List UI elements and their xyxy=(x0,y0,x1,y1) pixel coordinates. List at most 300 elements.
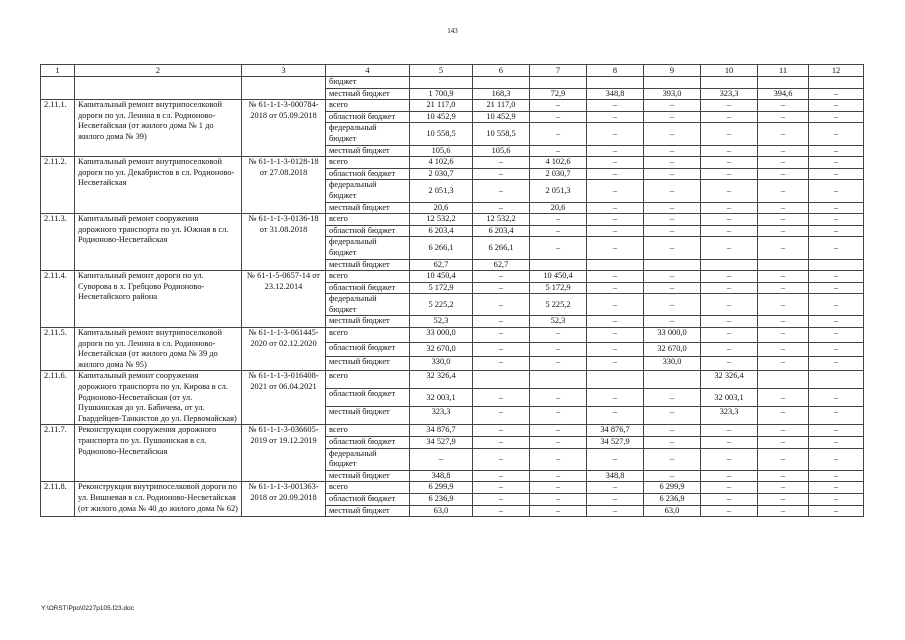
column-number-row xyxy=(41,65,864,77)
budget-table xyxy=(40,64,864,517)
value-cell: 52,3 xyxy=(410,316,473,328)
value-cell: 32 670,0 xyxy=(410,342,473,356)
funding-source-cell: местный бюджет xyxy=(326,407,410,425)
value-cell xyxy=(587,77,644,89)
value-cell: – xyxy=(644,237,701,259)
value-cell: – xyxy=(587,328,644,342)
value-cell: – xyxy=(809,482,864,494)
value-cell: – xyxy=(809,88,864,100)
value-cell: – xyxy=(587,493,644,505)
value-cell: – xyxy=(758,282,809,294)
value-cell: 34 527,9 xyxy=(410,437,473,449)
value-cell: – xyxy=(701,425,758,437)
value-cell: – xyxy=(644,225,701,237)
funding-source-cell: местный бюджет xyxy=(326,470,410,482)
column-header: 5 xyxy=(410,65,473,77)
item-name-cell: Капитальный ремонт сооружения дорожного транспорта по ул. Кирова в сл. Родионово-Несветайская (от ул. Пушкинская до ул. Бабичева, от ул. Гвардейцев-Танкистов до ул. Первомайская) xyxy=(75,371,242,425)
value-cell: – xyxy=(758,448,809,470)
value-cell: – xyxy=(530,356,587,370)
value-cell: – xyxy=(473,448,530,470)
value-cell: 348,8 xyxy=(587,88,644,100)
value-cell: – xyxy=(809,505,864,517)
value-cell: 105,6 xyxy=(410,145,473,157)
item-number-cell: 2.11.8. xyxy=(41,482,75,517)
funding-source-cell: местный бюджет xyxy=(326,88,410,100)
value-cell: – xyxy=(644,407,701,425)
value-cell: – xyxy=(809,493,864,505)
item-name-cell: Реконструкция сооружения дорожного транспорта по ул. Пушкинская в сл. Родионово-Несветайская xyxy=(75,425,242,482)
empty-cell xyxy=(75,77,242,100)
value-cell: 21 117,0 xyxy=(473,100,530,112)
value-cell: 323,3 xyxy=(701,88,758,100)
value-cell: 6 299,9 xyxy=(644,482,701,494)
funding-source-cell: всего xyxy=(326,214,410,226)
value-cell: – xyxy=(644,145,701,157)
value-cell: 105,6 xyxy=(473,145,530,157)
value-cell: – xyxy=(701,168,758,180)
table-row xyxy=(41,100,864,112)
empty-cell xyxy=(41,77,75,100)
value-cell xyxy=(473,77,530,89)
value-cell: 330,0 xyxy=(644,356,701,370)
value-cell: – xyxy=(587,389,644,407)
value-cell: 32 326,4 xyxy=(410,371,473,389)
funding-source-cell: местный бюджет xyxy=(326,259,410,271)
value-cell: 2 030,7 xyxy=(410,168,473,180)
value-cell: 323,3 xyxy=(701,407,758,425)
item-name-cell: Капитальный ремонт внутрипоселковой дороги по ул. Декабристов в сл. Родионово-Несветайская xyxy=(75,157,242,214)
value-cell: – xyxy=(587,168,644,180)
item-number-cell: 2.11.7. xyxy=(41,425,75,482)
column-header: 10 xyxy=(701,65,758,77)
value-cell: – xyxy=(809,225,864,237)
value-cell: – xyxy=(587,237,644,259)
value-cell xyxy=(701,77,758,89)
file-path-footer: Y:\ORST\Ppo\0227p105.f23.doc xyxy=(41,605,134,612)
value-cell: 6 236,9 xyxy=(644,493,701,505)
value-cell: – xyxy=(758,407,809,425)
document-number-cell: № 61-1-1-3-000784-2018 от 05.09.2018 xyxy=(242,100,326,157)
value-cell: 4 102,6 xyxy=(410,157,473,169)
funding-source-cell: федеральный бюджет xyxy=(326,294,410,316)
value-cell: – xyxy=(809,470,864,482)
value-cell xyxy=(809,371,864,389)
value-cell: – xyxy=(809,316,864,328)
column-header: 1 xyxy=(41,65,75,77)
value-cell xyxy=(809,259,864,271)
value-cell: – xyxy=(701,328,758,342)
value-cell xyxy=(530,371,587,389)
value-cell xyxy=(644,77,701,89)
value-cell: – xyxy=(530,425,587,437)
value-cell: 32 003,1 xyxy=(701,389,758,407)
value-cell: – xyxy=(701,214,758,226)
value-cell: – xyxy=(530,470,587,482)
value-cell: – xyxy=(809,214,864,226)
value-cell: 6 203,4 xyxy=(473,225,530,237)
value-cell: 52,3 xyxy=(530,316,587,328)
value-cell: 63,0 xyxy=(410,505,473,517)
table-row xyxy=(41,271,864,283)
value-cell: 33 000,0 xyxy=(410,328,473,342)
column-header: 12 xyxy=(809,65,864,77)
value-cell: – xyxy=(530,123,587,145)
value-cell: – xyxy=(701,448,758,470)
value-cell: – xyxy=(701,225,758,237)
value-cell: – xyxy=(758,271,809,283)
funding-source-cell: местный бюджет xyxy=(326,505,410,517)
funding-source-cell: всего xyxy=(326,425,410,437)
value-cell xyxy=(758,77,809,89)
value-cell: 6 266,1 xyxy=(410,237,473,259)
value-cell: – xyxy=(473,271,530,283)
value-cell: – xyxy=(758,342,809,356)
value-cell: – xyxy=(701,316,758,328)
funding-source-cell: федеральный бюджет xyxy=(326,237,410,259)
value-cell: – xyxy=(473,389,530,407)
value-cell: – xyxy=(809,111,864,123)
funding-source-cell: всего xyxy=(326,328,410,342)
value-cell: – xyxy=(530,389,587,407)
value-cell: – xyxy=(758,356,809,370)
value-cell: – xyxy=(587,225,644,237)
value-cell: – xyxy=(587,342,644,356)
value-cell: – xyxy=(530,505,587,517)
funding-source-cell: всего xyxy=(326,371,410,389)
value-cell: – xyxy=(758,425,809,437)
table-body xyxy=(41,65,864,517)
value-cell: – xyxy=(701,271,758,283)
value-cell: – xyxy=(644,157,701,169)
value-cell: – xyxy=(701,157,758,169)
value-cell: – xyxy=(809,157,864,169)
value-cell: – xyxy=(758,294,809,316)
value-cell: 62,7 xyxy=(473,259,530,271)
value-cell: – xyxy=(701,180,758,202)
column-header: 6 xyxy=(473,65,530,77)
value-cell: 12 532,2 xyxy=(410,214,473,226)
value-cell: – xyxy=(758,389,809,407)
item-number-cell: 2.11.4. xyxy=(41,271,75,328)
value-cell: – xyxy=(644,271,701,283)
value-cell: – xyxy=(809,180,864,202)
item-name-cell: Капитальный ремонт сооружения дорожного транспорта по ул. Южная в сл. Родионово-Несветайская xyxy=(75,214,242,271)
value-cell xyxy=(587,259,644,271)
value-cell: 34 527,9 xyxy=(587,437,644,449)
value-cell: – xyxy=(758,328,809,342)
value-cell: – xyxy=(758,225,809,237)
value-cell: – xyxy=(701,482,758,494)
page-number: 143 xyxy=(447,27,458,35)
item-name-cell: Капитальный ремонт внутрипоселковой дороги по ул. Ленина в сл. Родионово-Несветайская (от жилого дома № 1 до жилого дома № 39) xyxy=(75,100,242,157)
value-cell: – xyxy=(809,437,864,449)
funding-source-cell: всего xyxy=(326,157,410,169)
funding-source-cell: федеральный бюджет xyxy=(326,180,410,202)
value-cell: – xyxy=(809,145,864,157)
value-cell: – xyxy=(758,470,809,482)
value-cell: – xyxy=(530,237,587,259)
funding-source-cell: местный бюджет xyxy=(326,356,410,370)
value-cell: 1 700,9 xyxy=(410,88,473,100)
document-number-cell: № 61-1-5-0657-14 от 23.12.2014 xyxy=(242,271,326,328)
value-cell: – xyxy=(701,470,758,482)
value-cell: 33 000,0 xyxy=(644,328,701,342)
value-cell: – xyxy=(530,225,587,237)
table-row xyxy=(41,371,864,389)
item-number-cell: 2.11.6. xyxy=(41,371,75,425)
column-header: 7 xyxy=(530,65,587,77)
value-cell: – xyxy=(701,294,758,316)
value-cell xyxy=(644,259,701,271)
value-cell: – xyxy=(587,123,644,145)
value-cell: – xyxy=(758,180,809,202)
value-cell: – xyxy=(758,437,809,449)
value-cell: – xyxy=(530,100,587,112)
value-cell: 394,6 xyxy=(758,88,809,100)
empty-cell xyxy=(242,77,326,100)
value-cell: – xyxy=(530,482,587,494)
value-cell: – xyxy=(587,407,644,425)
value-cell: – xyxy=(473,180,530,202)
value-cell: 6 299,9 xyxy=(410,482,473,494)
value-cell: – xyxy=(758,214,809,226)
value-cell: 348,8 xyxy=(587,470,644,482)
table-row xyxy=(41,214,864,226)
value-cell: – xyxy=(473,342,530,356)
column-header: 8 xyxy=(587,65,644,77)
value-cell: – xyxy=(587,145,644,157)
value-cell: – xyxy=(587,294,644,316)
value-cell: – xyxy=(587,356,644,370)
value-cell: – xyxy=(587,448,644,470)
value-cell: 10 450,4 xyxy=(530,271,587,283)
value-cell: – xyxy=(530,407,587,425)
value-cell: – xyxy=(473,294,530,316)
value-cell: – xyxy=(644,448,701,470)
value-cell: – xyxy=(587,214,644,226)
funding-source-cell: областной бюджет xyxy=(326,493,410,505)
column-header: 9 xyxy=(644,65,701,77)
value-cell: 2 030,7 xyxy=(530,168,587,180)
value-cell xyxy=(530,259,587,271)
item-number-cell: 2.11.5. xyxy=(41,328,75,371)
value-cell: – xyxy=(587,271,644,283)
funding-source-cell: областной бюджет xyxy=(326,111,410,123)
value-cell: – xyxy=(473,282,530,294)
value-cell: – xyxy=(530,448,587,470)
column-header: 2 xyxy=(75,65,242,77)
value-cell: – xyxy=(587,180,644,202)
value-cell: – xyxy=(701,493,758,505)
value-cell: – xyxy=(809,425,864,437)
value-cell: – xyxy=(587,157,644,169)
value-cell: – xyxy=(701,356,758,370)
value-cell xyxy=(410,77,473,89)
value-cell: 62,7 xyxy=(410,259,473,271)
funding-source-cell: бюджет xyxy=(326,77,410,89)
funding-source-cell: областной бюджет xyxy=(326,168,410,180)
value-cell: – xyxy=(809,407,864,425)
document-number-cell: № 61-1-1-3-0128-18 от 27.08.2018 xyxy=(242,157,326,214)
value-cell: 34 876,7 xyxy=(410,425,473,437)
value-cell xyxy=(701,259,758,271)
value-cell: – xyxy=(701,123,758,145)
item-name-cell: Реконструкция внутрипоселковой дороги по ул. Вишневая в сл. Родионово-Несветайская (от жилого дома № 40 до жилого дома № 62) xyxy=(75,482,242,517)
value-cell: – xyxy=(644,111,701,123)
funding-source-cell: местный бюджет xyxy=(326,202,410,214)
value-cell: – xyxy=(701,111,758,123)
value-cell: – xyxy=(473,202,530,214)
value-cell: – xyxy=(701,237,758,259)
value-cell: – xyxy=(473,316,530,328)
value-cell: 168,3 xyxy=(473,88,530,100)
value-cell xyxy=(587,371,644,389)
value-cell: 32 003,1 xyxy=(410,389,473,407)
column-header: 4 xyxy=(326,65,410,77)
value-cell: – xyxy=(758,100,809,112)
value-cell: – xyxy=(410,448,473,470)
value-cell: – xyxy=(473,482,530,494)
funding-source-cell: всего xyxy=(326,271,410,283)
value-cell: – xyxy=(701,202,758,214)
value-cell: – xyxy=(758,168,809,180)
value-cell: – xyxy=(758,493,809,505)
value-cell: – xyxy=(530,214,587,226)
value-cell: 32 326,4 xyxy=(701,371,758,389)
value-cell xyxy=(758,259,809,271)
table-row xyxy=(41,328,864,342)
value-cell: – xyxy=(473,493,530,505)
funding-source-cell: федеральный бюджет xyxy=(326,123,410,145)
value-cell: – xyxy=(809,202,864,214)
document-number-cell: № 61-1-1-3-061445-2020 от 02.12.2020 xyxy=(242,328,326,371)
value-cell: – xyxy=(587,282,644,294)
value-cell: – xyxy=(758,505,809,517)
document-number-cell: № 61-1-1-3-001363-2018 от 20.09.2018 xyxy=(242,482,326,517)
value-cell: – xyxy=(644,470,701,482)
value-cell: 10 450,4 xyxy=(410,271,473,283)
value-cell: – xyxy=(473,437,530,449)
funding-source-cell: местный бюджет xyxy=(326,145,410,157)
value-cell: – xyxy=(809,328,864,342)
value-cell: – xyxy=(530,437,587,449)
value-cell xyxy=(809,77,864,89)
value-cell: 393,0 xyxy=(644,88,701,100)
value-cell: – xyxy=(701,282,758,294)
value-cell: 2 051,3 xyxy=(530,180,587,202)
value-cell: 330,0 xyxy=(410,356,473,370)
value-cell: – xyxy=(644,425,701,437)
column-header: 3 xyxy=(242,65,326,77)
value-cell: – xyxy=(644,123,701,145)
value-cell: 5 225,2 xyxy=(530,294,587,316)
value-cell: 20,6 xyxy=(530,202,587,214)
value-cell: 10 452,9 xyxy=(473,111,530,123)
value-cell: – xyxy=(701,437,758,449)
value-cell: 6 236,9 xyxy=(410,493,473,505)
funding-source-cell: федеральный бюджет xyxy=(326,448,410,470)
value-cell: 21 117,0 xyxy=(410,100,473,112)
table-row xyxy=(41,482,864,494)
value-cell: – xyxy=(644,180,701,202)
value-cell: – xyxy=(809,168,864,180)
value-cell xyxy=(530,77,587,89)
value-cell: – xyxy=(644,214,701,226)
value-cell: – xyxy=(758,316,809,328)
item-number-cell: 2.11.1. xyxy=(41,100,75,157)
funding-source-cell: всего xyxy=(326,100,410,112)
value-cell: 20,6 xyxy=(410,202,473,214)
value-cell: 32 670,0 xyxy=(644,342,701,356)
value-cell: – xyxy=(809,237,864,259)
funding-source-cell: областной бюджет xyxy=(326,282,410,294)
value-cell xyxy=(758,371,809,389)
value-cell: – xyxy=(473,168,530,180)
funding-source-cell: местный бюджет xyxy=(326,316,410,328)
document-number-cell: № 61-1-1-3-0136-18 от 31.08.2018 xyxy=(242,214,326,271)
value-cell: – xyxy=(644,437,701,449)
value-cell: – xyxy=(473,157,530,169)
value-cell: – xyxy=(758,482,809,494)
value-cell: – xyxy=(587,482,644,494)
value-cell: – xyxy=(758,237,809,259)
value-cell xyxy=(644,371,701,389)
value-cell: – xyxy=(473,505,530,517)
value-cell: – xyxy=(701,100,758,112)
value-cell: 10 558,5 xyxy=(473,123,530,145)
value-cell: 5 172,9 xyxy=(530,282,587,294)
value-cell: 10 558,5 xyxy=(410,123,473,145)
value-cell: – xyxy=(473,425,530,437)
value-cell: – xyxy=(644,202,701,214)
funding-source-cell: всего xyxy=(326,482,410,494)
value-cell: – xyxy=(644,282,701,294)
value-cell: 63,0 xyxy=(644,505,701,517)
value-cell xyxy=(473,371,530,389)
item-number-cell: 2.11.3. xyxy=(41,214,75,271)
value-cell: 12 532,2 xyxy=(473,214,530,226)
value-cell: – xyxy=(473,356,530,370)
value-cell: 323,3 xyxy=(410,407,473,425)
value-cell: – xyxy=(809,389,864,407)
value-cell: – xyxy=(587,316,644,328)
value-cell: 4 102,6 xyxy=(530,157,587,169)
value-cell: – xyxy=(587,111,644,123)
value-cell: – xyxy=(758,202,809,214)
value-cell: – xyxy=(758,157,809,169)
value-cell: – xyxy=(644,389,701,407)
value-cell: – xyxy=(809,294,864,316)
value-cell: – xyxy=(473,328,530,342)
value-cell: – xyxy=(809,123,864,145)
funding-source-cell: областной бюджет xyxy=(326,437,410,449)
value-cell: – xyxy=(530,145,587,157)
table-row xyxy=(41,425,864,437)
funding-source-cell: областной бюджет xyxy=(326,389,410,407)
column-header: 11 xyxy=(758,65,809,77)
value-cell: – xyxy=(530,328,587,342)
value-cell: – xyxy=(644,316,701,328)
document-number-cell: № 61-1-1-3-016408-2021 от 06.04.2021 xyxy=(242,371,326,425)
value-cell: – xyxy=(758,111,809,123)
value-cell: – xyxy=(758,123,809,145)
item-number-cell: 2.11.2. xyxy=(41,157,75,214)
value-cell: 348,8 xyxy=(410,470,473,482)
value-cell: – xyxy=(587,100,644,112)
value-cell: 72,9 xyxy=(530,88,587,100)
value-cell: – xyxy=(809,282,864,294)
item-name-cell: Капитальный ремонт дороги по ул. Суворова в х. Гребцово Родионово-Несветайского района xyxy=(75,271,242,328)
